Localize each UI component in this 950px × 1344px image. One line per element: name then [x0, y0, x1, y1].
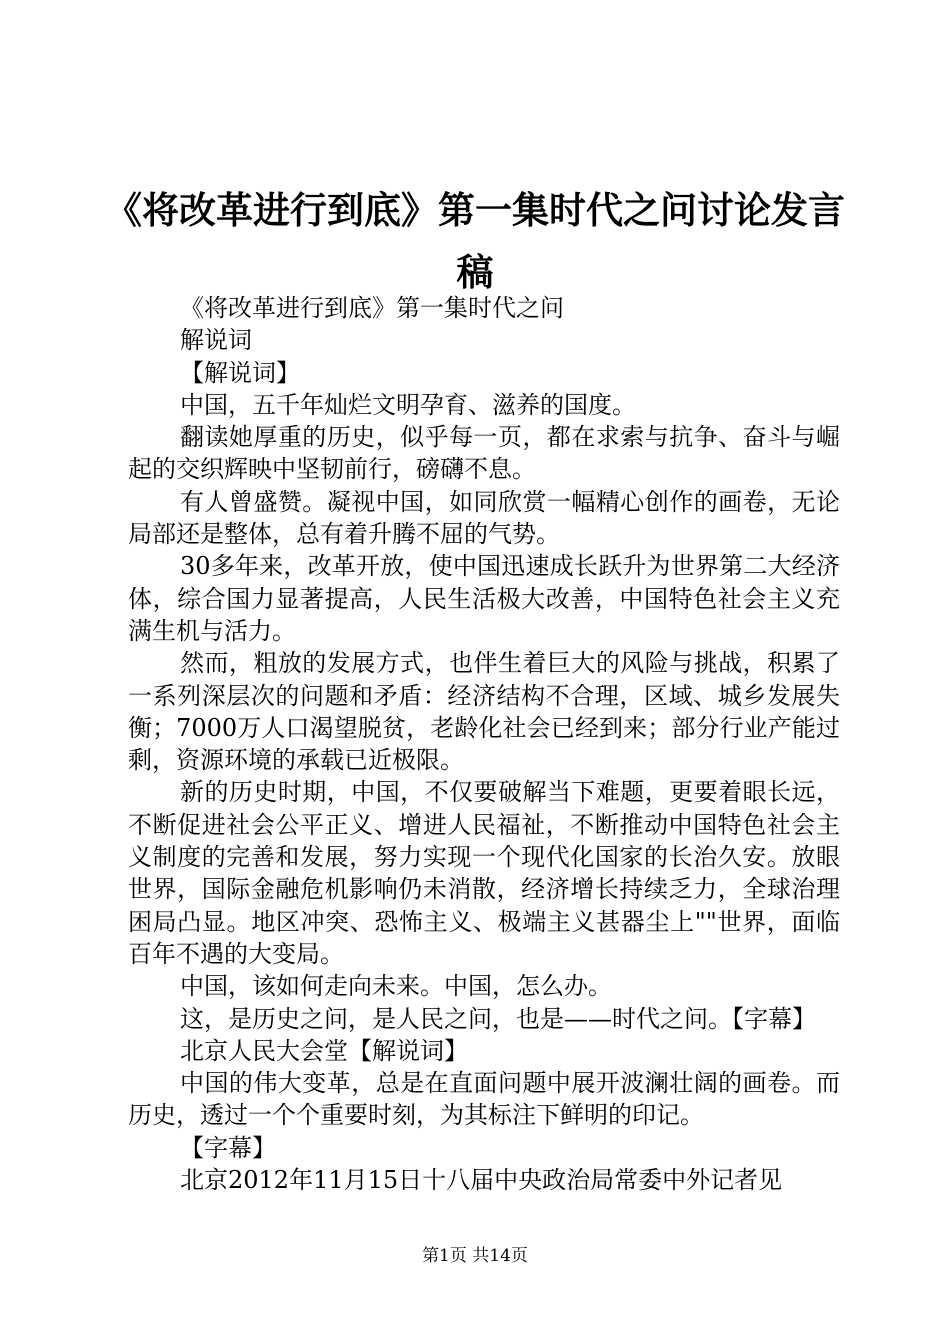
page-footer: 第1页 共14页	[422, 1246, 528, 1266]
paragraph: 然而，粗放的发展方式，也伴生着巨大的风险与挑战，积累了一系列深层次的问题和矛盾：经济结构不合理，区域、城乡发展失衡；7000万人口渴望脱贫，老龄化社会已经到来；部分行业产能过剩，资源环境的承载已近极限。	[128, 649, 840, 775]
paragraph: 北京人民大会堂【解说词】	[180, 1036, 468, 1065]
paragraph: 【字幕】	[180, 1133, 276, 1162]
paragraph: 翻读她厚重的历史，似乎每一页，都在求索与抗争、奋斗与崛起的交织辉映中坚韧前行，磅礴不息。	[128, 423, 840, 484]
paragraph: 有人曾盛赞。凝视中国，如同欣赏一幅精心创作的画卷，无论局部还是整体，总有着升腾不屈的气势。	[128, 487, 840, 549]
paragraph: 北京2012年11月15日十八届中央政治局常委中外记者见	[180, 1166, 783, 1195]
paragraph: 解说词	[180, 326, 252, 355]
paragraph: 这，是历史之问，是人民之问，也是——时代之问。【字幕】	[180, 1004, 816, 1033]
paragraph: 【解说词】	[180, 358, 300, 387]
paragraph: 新的历史时期，中国，不仅要破解当下难题，更要着眼长远，不断促进社会公平正义、增进人民福祉，不断推动中国特色社会主义制度的完善和发展，努力实现一个现代化国家的长治久安。放眼世界，国际金融危机影响仍未消散，经济增长持续乏力，全球治理困局凸显。地区冲突、恐怖主义、极端主义甚器尘上""世界，面临百年不遇的大变局。	[128, 778, 840, 968]
document-body	[128, 292, 840, 1196]
paragraph: 中国，五千年灿烂文明孕育、滋养的国度。	[180, 390, 636, 419]
paragraph: 《将改革进行到底》第一集时代之问	[180, 294, 564, 322]
document-title: 《将改革进行到底》第一集时代之问讨论发言稿	[105, 189, 845, 294]
paragraph: 中国，该如何走向未来。中国，怎么办。	[180, 972, 612, 1001]
paragraph: 中国的伟大变革，总是在直面问题中展开波澜壮阔的画卷。而历史，透过一个个重要时刻，为其标注下鲜明的印记。	[128, 1069, 840, 1130]
paragraph: 30多年来，改革开放，使中国迅速成长跃升为世界第二大经济体，综合国力显著提高，人民生活极大改善，中国特色社会主义充满生机与活力。	[128, 552, 840, 645]
